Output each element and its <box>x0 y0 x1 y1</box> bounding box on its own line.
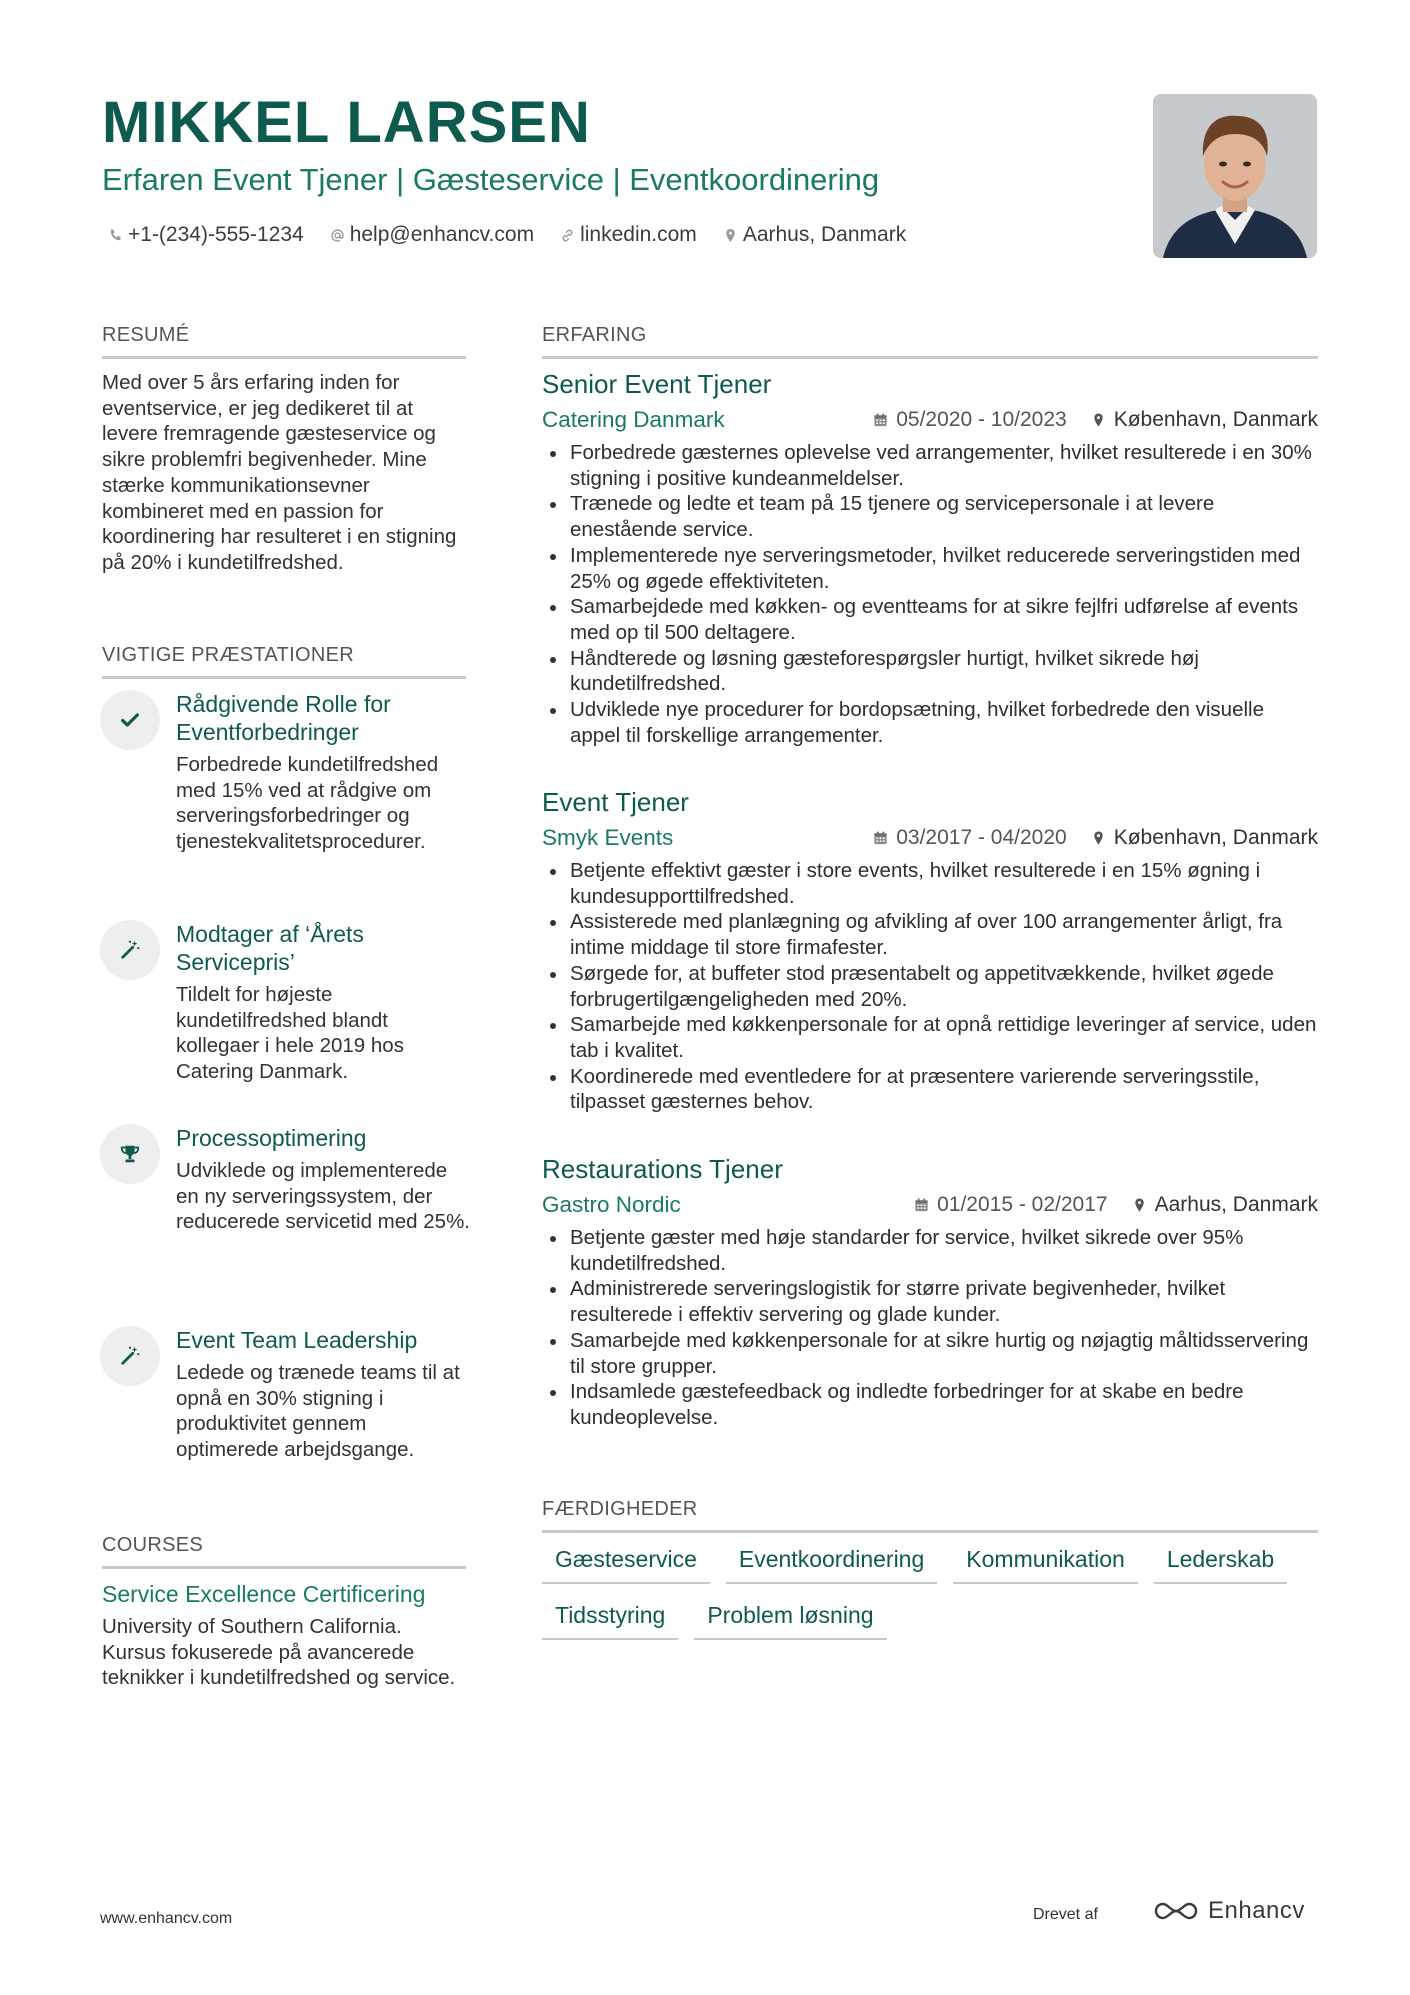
location-text: Aarhus, Danmark <box>742 223 907 246</box>
bullet-item: Assisterede med planlægning og afvikling af over 100 arrangementer årligt, fra intime middage til store firmafester. <box>542 909 1318 960</box>
contact-email[interactable] <box>330 221 534 249</box>
footer-brand-name: Enhancv <box>1208 1897 1305 1924</box>
job-bullets <box>542 1225 1318 1431</box>
bullet-item: Administrerede serveringslogistik for større private begivenheder, hvilket resulterede i effektiv servering og glade kunder. <box>542 1276 1318 1327</box>
achievement-item <box>100 1124 470 1235</box>
achievements-heading: VIGTIGE PRÆSTATIONER <box>102 642 466 679</box>
email-text: help@enhancv.com <box>349 223 535 246</box>
bullet-item: Sørgede for, at buffeter stod præsentabelt og appetitvækkende, hvilket øgede forbrugertilgængeligheden med 20%. <box>542 961 1318 1012</box>
achievement-description: Ledede og trænede teams til at opnå en 30% stigning i produktivitet gennem optimerede arbejdsgange. <box>176 1361 460 1462</box>
job-title: Restaurations Tjener <box>542 1154 783 1184</box>
bullet-item: Samarbejde med køkkenpersonale for at sikre hurtig og nøjagtig måltidsservering til store grupper. <box>542 1328 1318 1379</box>
summary-text: Med over 5 års erfaring inden for eventservice, er jeg dedikeret til at levere fremragende gæsteservice og sikre problemfri begivenheder. Mine stærke kommunikationsevner kombineret med en passion for koordinering har resulteret i en stigning på 20% i kundetilfredshed. <box>102 371 457 574</box>
company-name: Gastro Nordic <box>542 1192 681 1217</box>
trophy-icon <box>119 1143 141 1165</box>
skills-heading: FÆRDIGHEDER <box>542 1496 1318 1533</box>
skill-tag: Lederskab <box>1154 1544 1287 1584</box>
footer-website-link[interactable]: www.enhancv.com <box>100 1910 233 1927</box>
bullet-item: Trænede og ledte et team på 15 tjenere og servicepersonale i at levere enestående service. <box>542 491 1318 542</box>
job-location: København, Danmark <box>1113 408 1318 431</box>
achievement-description: Udviklede og implementerede en ny serveringssystem, der reducerede servicetid med 25%. <box>176 1159 470 1234</box>
calendar-icon <box>873 412 888 428</box>
company-name: Catering Danmark <box>542 407 725 432</box>
summary-heading: RESUMÉ <box>102 322 466 359</box>
calendar-icon <box>914 1197 929 1213</box>
experience-entry <box>542 368 1318 748</box>
experience-entry <box>542 786 1318 1115</box>
job-title: Event Tjener <box>542 787 689 817</box>
contact-bar <box>108 221 906 249</box>
job-bullets <box>542 858 1318 1115</box>
bullet-item: Betjente gæster med høje standarder for service, hvilket sikrede over 95% kundetilfredshed. <box>542 1225 1318 1276</box>
achievement-item <box>100 1326 470 1463</box>
job-bullets <box>542 440 1318 748</box>
course-title: Service Excellence Certificering <box>102 1581 426 1607</box>
footer-powered-by: Drevet af <box>1033 1906 1098 1923</box>
profile-photo <box>1153 94 1317 258</box>
job-dates: 01/2015 - 02/2017 <box>937 1193 1108 1216</box>
achievement-description: Tildelt for højeste kundetilfredshed blandt kollegaer i hele 2019 hos Catering Danmark. <box>176 983 404 1084</box>
infinity-logo-icon <box>1152 1898 1200 1924</box>
contact-phone[interactable] <box>108 221 304 249</box>
phone-text: +1-(234)-555-1234 <box>128 223 304 246</box>
job-dates: 05/2020 - 10/2023 <box>896 408 1067 431</box>
contact-linkedin[interactable] <box>560 221 697 249</box>
phone-icon <box>108 228 123 243</box>
company-name: Smyk Events <box>542 825 674 850</box>
job-location: Aarhus, Danmark <box>1154 1193 1318 1216</box>
skill-tag: Eventkoordinering <box>726 1544 937 1584</box>
candidate-headline: Erfaren Event Tjener | Gæsteservice | Eventkoordinering <box>102 162 880 197</box>
skill-tag: Gæsteservice <box>542 1544 710 1584</box>
courses-heading: COURSES <box>102 1532 466 1569</box>
magic-wand-icon <box>119 1345 141 1367</box>
bullet-item: Betjente effektivt gæster i store events, hvilket resulterede i en 15% øgning i kundesupporttilfredshed. <box>542 858 1318 909</box>
job-title: Senior Event Tjener <box>542 369 772 399</box>
link-icon <box>560 228 575 243</box>
check-icon <box>119 709 141 731</box>
job-dates: 03/2017 - 04/2020 <box>896 826 1067 849</box>
skills-list <box>542 1544 1318 1656</box>
map-pin-icon <box>1091 412 1106 428</box>
candidate-name: MIKKEL LARSEN <box>102 90 591 155</box>
achievement-title: Event Team Leadership <box>176 1327 418 1353</box>
bullet-item: Samarbejdede med køkken- og eventteams for at sikre fejlfri udførelse af events med op til 500 deltagere. <box>542 594 1318 645</box>
linkedin-text: linkedin.com <box>580 223 697 246</box>
achievement-item <box>100 920 470 1085</box>
course-description: University of Southern California. Kursus fokuserede på avancerede teknikker i kundetilfredshed og service. <box>102 1615 456 1690</box>
bullet-item: Implementerede nye serveringsmetoder, hvilket reducerede serveringstiden med 25% og øgede effektiviteten. <box>542 543 1318 594</box>
skill-tag: Tidsstyring <box>542 1600 678 1640</box>
bullet-item: Udviklede nye procedurer for bordopsætning, hvilket forbedrede den visuelle appel til forskellige arrangementer. <box>542 697 1318 748</box>
achievement-title: Modtager af ‘Årets Servicepris’ <box>176 921 364 975</box>
achievement-description: Forbedrede kundetilfredshed med 15% ved at rådgive om serveringsforbedringer og tjenestekvalitetsprocedurer. <box>176 753 439 854</box>
enhancv-logo[interactable] <box>1152 1897 1305 1925</box>
achievement-title: Rådgivende Rolle for Eventforbedringer <box>176 691 391 745</box>
job-location: København, Danmark <box>1113 826 1318 849</box>
achievement-item <box>100 690 470 855</box>
experience-heading: ERFARING <box>542 322 1318 359</box>
contact-location <box>723 221 906 249</box>
map-pin-icon <box>1091 830 1106 846</box>
at-icon <box>330 228 345 243</box>
bullet-item: Koordinerede med eventledere for at præsentere varierende serveringsstile, tilpasset gæsternes behov. <box>542 1064 1318 1115</box>
bullet-item: Indsamlede gæstefeedback og indledte forbedringer for at skabe en bedre kundeoplevelse. <box>542 1379 1318 1430</box>
skill-tag: Kommunikation <box>953 1544 1138 1584</box>
map-pin-icon <box>1132 1197 1147 1213</box>
calendar-icon <box>873 830 888 846</box>
achievement-title: Processoptimering <box>176 1125 367 1151</box>
skill-tag: Problem løsning <box>694 1600 886 1640</box>
bullet-item: Håndterede og løsning gæsteforespørgsler hurtigt, hvilket sikrede høj kundetilfredshed. <box>542 646 1318 697</box>
experience-entry <box>542 1153 1318 1431</box>
bullet-item: Forbedrede gæsternes oplevelse ved arrangementer, hvilket resulterede i en 30% stigning i positive kundeanmeldelser. <box>542 440 1318 491</box>
portrait-image <box>1153 94 1317 258</box>
magic-wand-icon <box>119 939 141 961</box>
bullet-item: Samarbejde med køkkenpersonale for at opnå rettidige leveringer af service, uden tab i kvalitet. <box>542 1012 1318 1063</box>
map-pin-icon <box>723 228 738 243</box>
